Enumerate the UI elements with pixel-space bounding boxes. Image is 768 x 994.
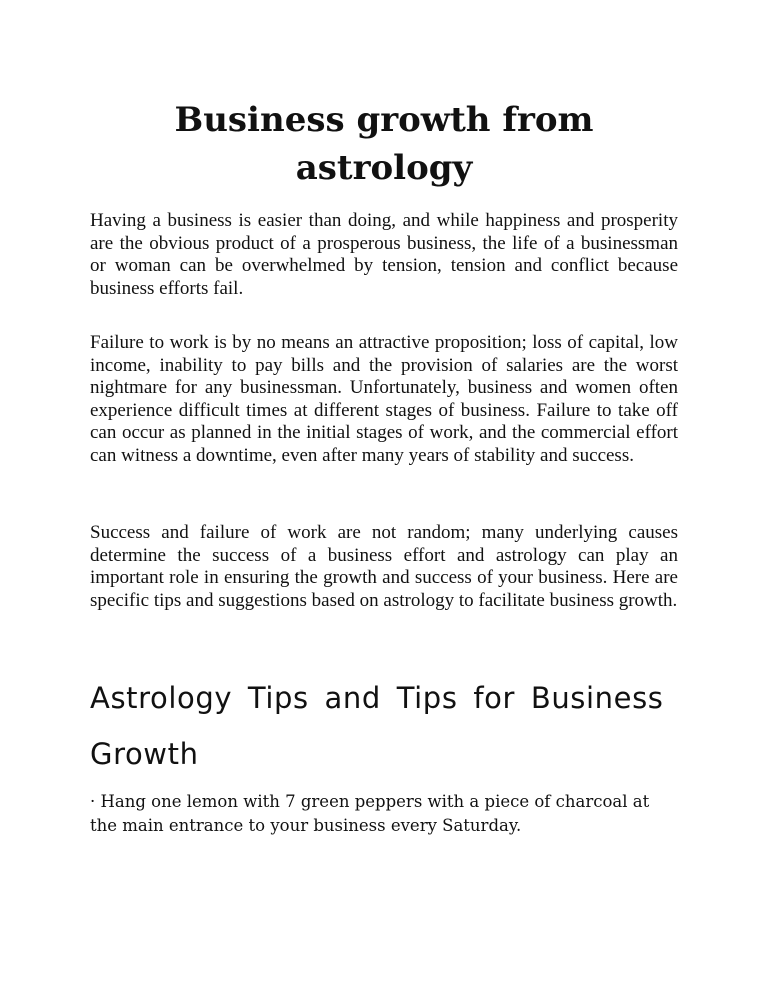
success-paragraph: Success and failure of work are not random; many underlying causes determine the success of a business effort and astrology can play an important role in ensuring the growth and success of your business. Here are specific tips and suggestions based on astrology to facilitate business growth. [90,522,678,611]
intro-paragraph: Having a business is easier than doing, and while happiness and prosperity are the obvious product of a prosperous business, the life of a businessman or woman can be overwhelmed by tension, tension and conflict because business efforts fail. [90,210,678,299]
failure-paragraph: Failure to work is by no means an attractive proposition; loss of capital, low income, inability to pay bills and the provision of salaries are the worst nightmare for any businessman. Unfortunately, business and women often experience difficult times at different stages of business. Failure to take off can occur as planned in the initial stages of work, and the commercial effort can witness a downtime, even after many years of stability and success. [90,332,678,466]
section-heading: Astrology Tips and Tips for Business Growth [90,681,664,771]
page-title: Business growth from astrology [174,100,594,188]
tip-item: · Hang one lemon with 7 green peppers with a piece of charcoal at the main entrance to your business every Saturday. [90,792,650,835]
